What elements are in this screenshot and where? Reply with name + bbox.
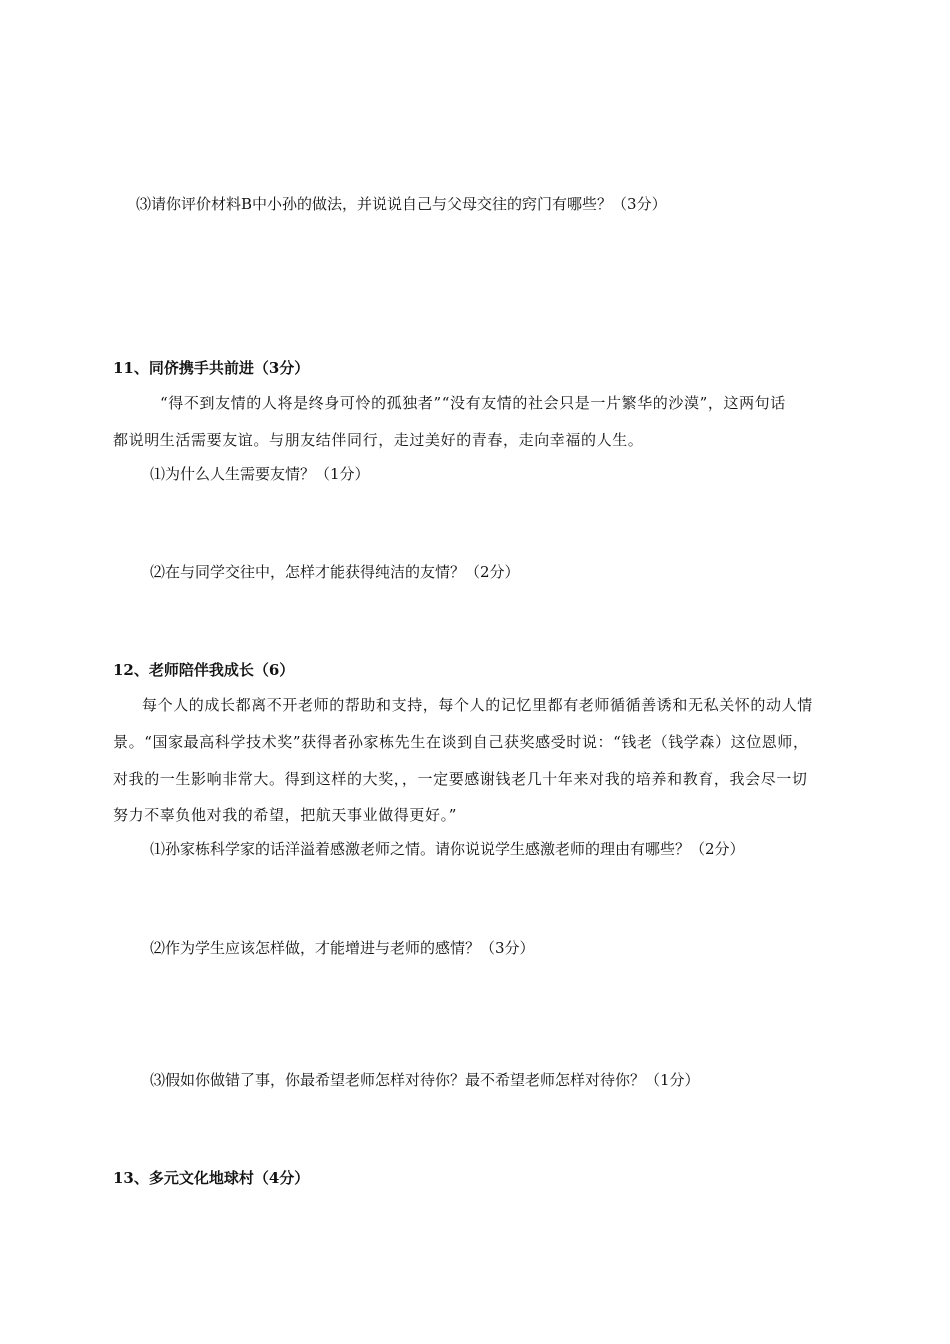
section-13-heading: 13、多元文化地球村（4分） [113,1169,310,1187]
section-11-paragraph-line-2: 都说明生活需要友谊。与朋友结伴同行，走过美好的青春，走向幸福的人生。 [113,431,644,449]
section-11-paragraph-line-1: “得不到友情的人将是终身可怜的孤独者”“没有友情的社会只是一片繁华的沙漠”，这两句话 [160,394,786,412]
section-12-paragraph-line-1: 每个人的成长都离不开老师的帮助和支持，每个人的记忆里都有老师循循善诱和无私关怀的动人情 [142,696,813,714]
question-12-2: ⑵作为学生应该怎样做，才能增进与老师的感情？（3分） [150,939,535,957]
section-12-heading: 12、老师陪伴我成长（6） [113,661,295,679]
question-11-1: ⑴为什么人生需要友情？（1分） [150,465,370,483]
question-12-3: ⑶假如你做错了事，你最希望老师怎样对待你？最不希望老师怎样对待你？（1分） [150,1071,700,1089]
section-12-paragraph-line-3: 对我的一生影响非常大。得到这样的大奖，，一定要感谢钱老几十年来对我的培养和教育，我会尽一切 [113,770,808,788]
section-12-paragraph-line-4: 努力不辜负他对我的希望，把航天事业做得更好。” [113,806,457,824]
question-10-3: ⑶请你评价材料B中小孙的做法，并说说自己与父母交往的窍门有哪些？（3分） [136,195,667,213]
question-11-2: ⑵在与同学交往中，怎样才能获得纯洁的友情？（2分） [150,563,520,581]
section-12-paragraph-line-2: 景。“国家最高科学技术奖”获得者孙家栋先生在谈到自己获奖感受时说：“钱老（钱学森）这位恩师， [113,733,809,751]
section-11-heading: 11、同侪携手共前进（3分） [113,359,310,377]
question-12-1: ⑴孙家栋科学家的话洋溢着感激老师之情。请你说说学生感激老师的理由有哪些？（2分） [150,840,745,858]
